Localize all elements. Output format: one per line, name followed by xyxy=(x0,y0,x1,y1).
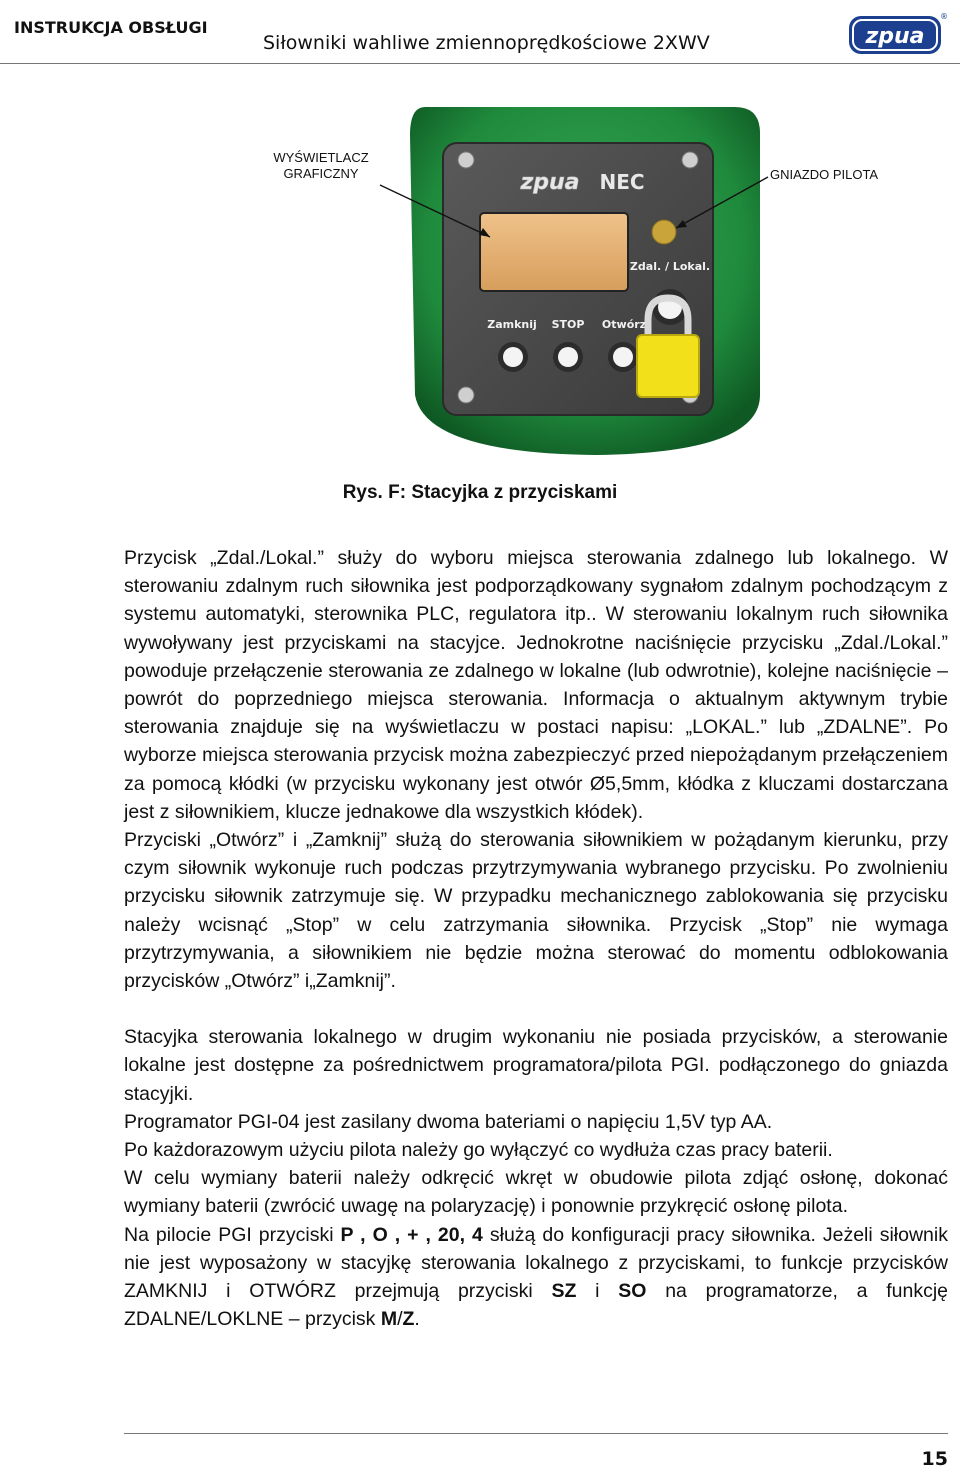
paragraph-batteries: Programator PGI-04 jest zasilany dwoma bateriami o napięciu 1,5V typ AA. xyxy=(124,1110,773,1133)
paragraph-otworz-zamknij: Przyciski „Otwórz” i „Zamknij” służą do sterowania siłownikiem w pożądanym kierunku, przy czym siłownik wykonuje ruch podczas przytrzymywania wybranego przycisku. Po zwolnieniu przycisku siłownik zatrzymuje się. W przypadku mechanicznego zablokowania się przycisku należy wcisnąć „Stop” w celu zatrzymania siłownika. Przycisk „Stop” nie wymaga przytrzymywania, a siłownikiem nie będzie można sterować do momentu odblokowania przycisków „Otwórz” i„Zamknij”. xyxy=(124,829,948,993)
header-divider xyxy=(0,63,960,64)
logo-text: zpua xyxy=(865,24,925,49)
text-run: i xyxy=(576,1280,619,1303)
stop-button[interactable] xyxy=(558,347,578,367)
panel-brand-zpua: zpua xyxy=(520,170,580,195)
screw-icon xyxy=(458,387,474,403)
zpua-logo xyxy=(847,10,947,56)
graphic-display xyxy=(480,213,628,291)
otworz-button[interactable] xyxy=(613,347,633,367)
footer-divider xyxy=(124,1433,948,1434)
header-label: INSTRUKCJA OBSŁUGI xyxy=(14,18,208,37)
paragraph-zdal-lokal: Przycisk „Zdal./Lokal.” służy do wyboru miejsca sterowania zdalnego lub lokalnego. W sterowaniu zdalnym ruch siłownika jest podporządkowany sygnałom zdalnym pochodzącym z systemu automatyki, sterownika PLC, regulatora itp.. W sterowaniu lokalnym ruch siłownika wywoływany jest przyciskami na stacyjce. Jednokrotne naciśnięcie przycisku „Zdal./Lokal.” powoduje przełączenie sterowania ze zdalnego w lokalne (lub odwrotnie), kolejne naciśnięcie – powrót do poprzedniego miejsca sterowania. Informacja o aktualnym aktywnym trybie sterowania znajduje się na wyświetlaczu w postaci napisu: „LOKAL.” lub „ZDALNE”. Po wyborze miejsca sterowania przycisk można zabezpieczyć przed niepożądanym przełączeniem za pomocą kłódki (w przycisku wykonany jest otwór Ø5,5mm, kłódka z kluczami dostarczana jest z siłownikiem, klucze jednakowe dla wszystkich kłódek). xyxy=(124,547,948,823)
paragraph-pilot-buttons xyxy=(124,1221,948,1334)
page-number: 15 xyxy=(921,1448,948,1470)
figure-caption: Rys. F: Stacyjka z przyciskami xyxy=(342,482,618,503)
header-title: Siłowniki wahliwe zmiennoprędkościowe 2XWV xyxy=(263,32,710,54)
text-run: . xyxy=(414,1308,420,1331)
callout-display-line-1: WYŚWIETLACZ xyxy=(273,150,369,165)
bold-run: M xyxy=(380,1308,398,1331)
label-otworz: Otwórz xyxy=(601,318,647,331)
pilot-socket xyxy=(652,220,676,244)
panel-brand-nec: NEC xyxy=(599,170,645,194)
text-run: / xyxy=(397,1308,403,1331)
zamknij-button[interactable] xyxy=(503,347,523,367)
paragraph-second-version: Stacyjka sterowania lokalnego w drugim wykonaniu nie posiada przycisków, a sterowanie lokalne jest dostępne za pośrednictwem programatora/pilota PGI. podłączonego do gniazda stacyjki. xyxy=(124,1026,948,1105)
label-zamknij: Zamknij xyxy=(487,318,537,331)
screw-icon xyxy=(682,152,698,168)
bold-run: P , O , + , 20, 4 xyxy=(340,1223,490,1246)
control-station-figure xyxy=(250,95,950,475)
bold-run: SZ xyxy=(551,1280,577,1303)
label-zdal-lokal: Zdal. / Lokal. xyxy=(629,260,711,273)
text-run: na programatorze, a funkcję ZDALNE/LOKLNE – przycisk xyxy=(124,1280,949,1331)
bold-run: SO xyxy=(618,1280,647,1303)
paragraph-switch-off: Po każdorazowym użyciu pilota należy go wyłączyć co wydłuża czas pracy baterii. xyxy=(124,1139,833,1162)
label-stop: STOP xyxy=(551,318,585,331)
text-run: Na pilocie PGI przyciski xyxy=(124,1223,341,1246)
bold-run: Z xyxy=(402,1308,415,1331)
logo-registered-mark: ® xyxy=(940,12,948,21)
callout-socket: GNIAZDO PILOTA xyxy=(770,167,879,182)
paragraph-battery-replace: W celu wymiany baterii należy odkręcić wkręt w obudowie pilota zdjąć osłonę, dokonać wymiany baterii (zwrócić uwagę na polaryzację) i ponownie przykręcić osłonę pilota. xyxy=(124,1167,948,1218)
padlock-icon xyxy=(637,335,699,397)
screw-icon xyxy=(458,152,474,168)
body-text xyxy=(124,544,948,1333)
callout-display-line-2: GRAFICZNY xyxy=(283,166,359,181)
text-run: służą do konfiguracji pracy siłownika. Jeżeli siłownik nie jest wyposażony w stacyjkę sterowania lokalnego z przyciskami, to funkcje przycisków ZAMKNIJ i OTWÓRZ przejmują przyciski xyxy=(124,1223,948,1303)
